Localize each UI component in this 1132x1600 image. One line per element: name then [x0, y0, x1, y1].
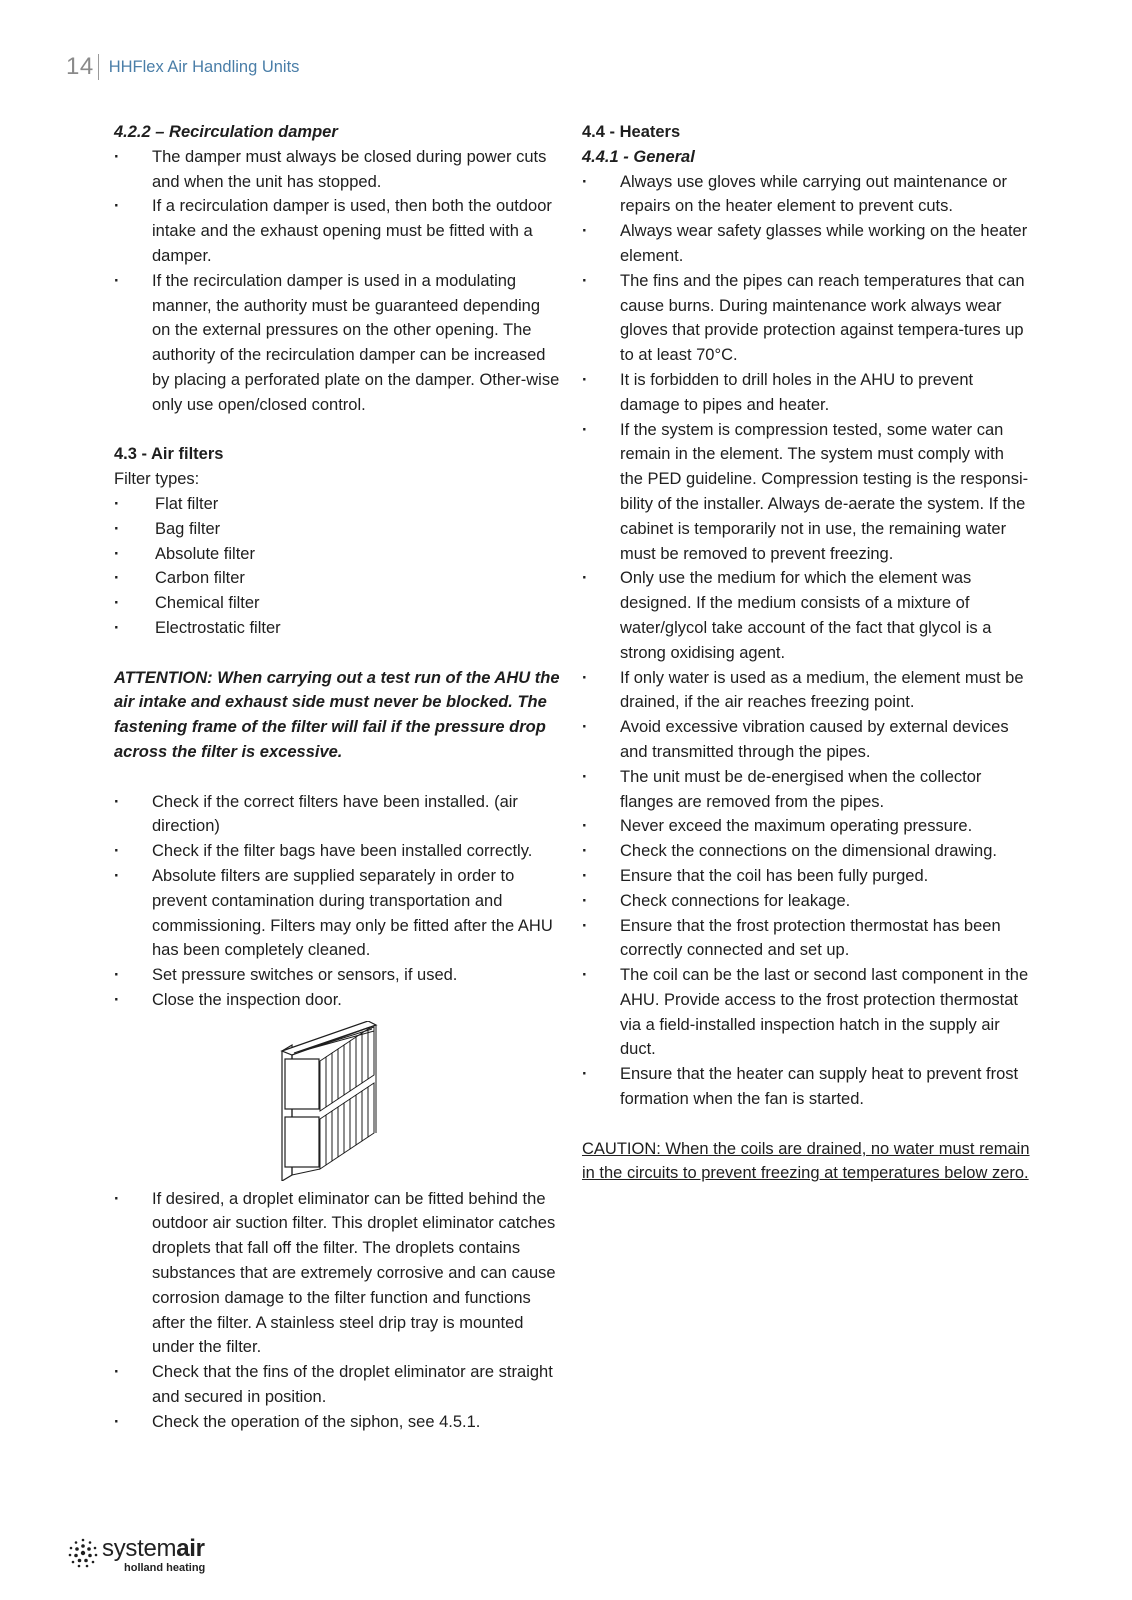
- systemair-logo: [68, 1536, 205, 1574]
- list-item: · Check that the fins of the droplet eliminator are straight and secured in position.: [114, 1360, 560, 1410]
- document-title: HHFlex Air Handling Units: [108, 57, 300, 76]
- caution-note: CAUTION: When the coils are drained, no water must remain in the circuits to prevent freezing at temperatures below zero.: [582, 1139, 1030, 1183]
- list-item: · The fins and the pipes can reach temperatures that can cause burns. During maintenance work always wear gloves that provide protection against tempera-tures up to at least 70°C.: [582, 269, 1030, 368]
- section-4-3-heading: 4.3 - Air filters: [114, 445, 224, 464]
- logo-wordmark: systemair: [102, 1535, 205, 1562]
- bag-filter-icon: [280, 1021, 392, 1181]
- heaters-list: [582, 170, 1030, 1112]
- list-item: · Electrostatic filter: [114, 616, 560, 641]
- logo-subtitle: holland heating: [124, 1562, 206, 1574]
- list-item: · Close the inspection door.: [114, 988, 560, 1013]
- list-item: · Check if the filter bags have been installed correctly.: [114, 839, 560, 864]
- filter-types-intro: Filter types:: [114, 470, 200, 489]
- list-item: · Set pressure switches or sensors, if used.: [114, 963, 560, 988]
- list-item: · The damper must always be closed during power cuts and when the unit has stopped.: [114, 145, 560, 195]
- list-item: · Check the connections on the dimensional drawing.: [582, 839, 1030, 864]
- list-item: · Absolute filter: [114, 542, 560, 567]
- section-4-2-2-heading: 4.2.2 – Recirculation damper: [114, 123, 338, 141]
- list-item: · If a recirculation damper is used, then both the outdoor intake and the exhaust opening must be fitted with a damper.: [114, 194, 560, 268]
- list-item: · Never exceed the maximum operating pressure.: [582, 814, 1030, 839]
- list-item: · If desired, a droplet eliminator can be fitted behind the outdoor air suction filter. This droplet eliminator catches droplets that fall off the filter. The droplets contains substances that are extremely corrosive and can cause corrosion damage to the filter function and functions after the filter. A stainless steel drip tray is mounted under the filter.: [114, 1187, 560, 1361]
- list-item: · If the recirculation damper is used in a modulating manner, the authority must be guaranteed depending on the external pressures on the other opening. The authority of the recirculation damper can be increased by placing a perforated plate on the damper. Other-wise only use open/closed control.: [114, 269, 560, 418]
- left-column: [114, 120, 560, 1435]
- page-number: 14: [66, 53, 94, 80]
- list-item: · Bag filter: [114, 517, 560, 542]
- list-item: · Only use the medium for which the element was designed. If the medium consists of a mixture of water/glycol take account of the fact that glycol is a strong oxidising agent.: [582, 566, 1030, 665]
- list-item: · Check the operation of the siphon, see 4.5.1.: [114, 1410, 560, 1435]
- list-item: · Always wear safety glasses while working on the heater element.: [582, 219, 1030, 269]
- page-header: [66, 50, 299, 84]
- recirculation-damper-list: [114, 145, 560, 418]
- list-item: · The unit must be de-energised when the collector flanges are removed from the pipes.: [582, 765, 1030, 815]
- list-item: · Carbon filter: [114, 566, 560, 591]
- list-item: · Avoid excessive vibration caused by external devices and transmitted through the pipes.: [582, 715, 1030, 765]
- list-item: · Absolute filters are supplied separately in order to prevent contamination during transportation and commissioning. Filters may only be fitted after the AHU has been completely cleaned.: [114, 864, 560, 963]
- header-divider: [98, 54, 99, 80]
- bag-filter-illustration: [114, 1013, 560, 1187]
- section-4-4-heading: 4.4 - Heaters: [582, 123, 681, 141]
- attention-note: ATTENTION: When carrying out a test run of the AHU the air intake and exhaust side must never be blocked. The fastening frame of the filter will fail if the pressure drop across the filter is excessive.: [114, 668, 560, 761]
- list-item: · Ensure that the heater can supply heat to prevent frost formation when the fan is started.: [582, 1062, 1030, 1112]
- list-item: · Check if the correct filters have been installed. (air direction): [114, 790, 560, 840]
- list-item: · If the system is compression tested, some water can remain in the element. The system must comply with the PED guideline. Compression testing is the responsi-bility of the installer. Always de-aerate the system. If the cabinet is temporarily not in use, the remaining water must be removed to prevent freezing.: [582, 418, 1030, 567]
- list-item: · Flat filter: [114, 492, 560, 517]
- list-item: · It is forbidden to drill holes in the AHU to prevent damage to pipes and heater.: [582, 368, 1030, 418]
- list-item: · Ensure that the coil has been fully purged.: [582, 864, 1030, 889]
- section-4-4-1-heading: 4.4.1 - General: [582, 147, 695, 166]
- right-column: [582, 120, 1030, 1186]
- list-item: · The coil can be the last or second last component in the AHU. Provide access to the frost protection thermostat via a field-installed inspection hatch in the supply air duct.: [582, 963, 1030, 1062]
- systemair-dots-icon: [68, 1538, 98, 1568]
- list-item: · If only water is used as a medium, the element must be drained, if the air reaches freezing point.: [582, 666, 1030, 716]
- filter-checks-list: [114, 790, 560, 1013]
- list-item: · Check connections for leakage.: [582, 889, 1030, 914]
- droplet-eliminator-list: [114, 1187, 560, 1435]
- list-item: · Ensure that the frost protection thermostat has been correctly connected and set up.: [582, 914, 1030, 964]
- list-item: · Always use gloves while carrying out maintenance or repairs on the heater element to prevent cuts.: [582, 170, 1030, 220]
- filter-types-list: [114, 492, 560, 641]
- list-item: · Chemical filter: [114, 591, 560, 616]
